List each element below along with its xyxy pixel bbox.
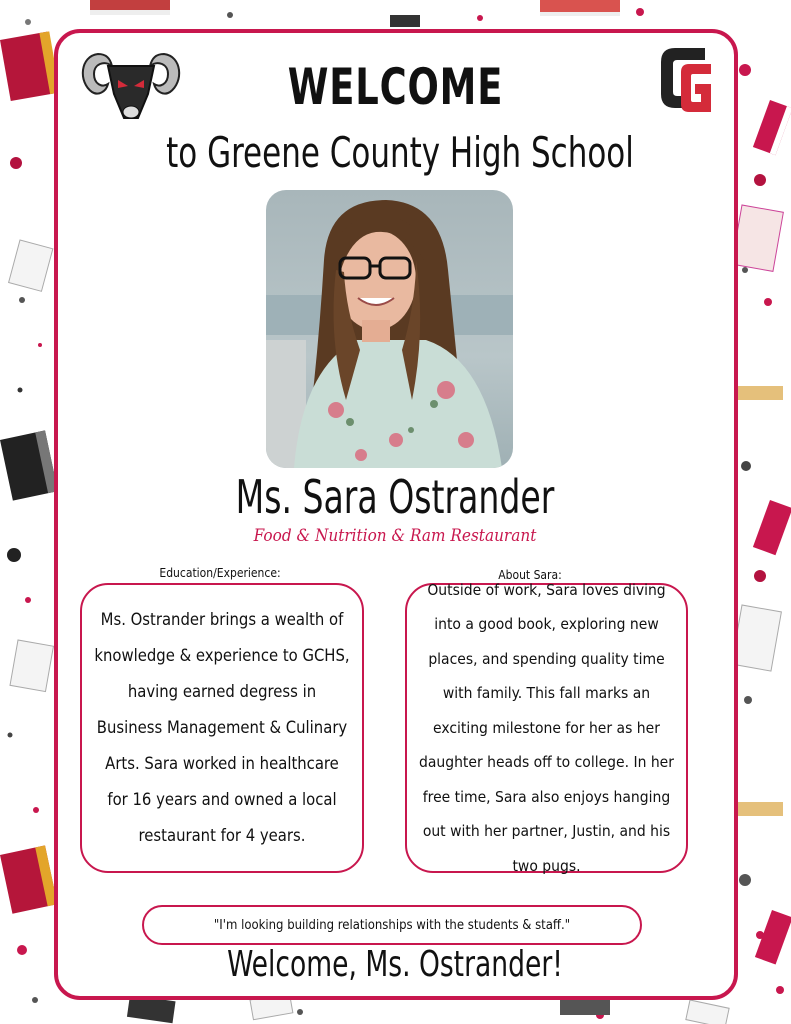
school-title: to Greene County High School	[166, 128, 634, 177]
about-label: About Sara:	[498, 568, 562, 582]
education-text: Ms. Ostrander brings a wealth of knowledge & experience to GCHS, having earned degress in Business Management & Culinary Arts. Sara worked in healthcare for 16 years and owned a local restaurant for 4 years.	[94, 610, 350, 845]
education-box	[80, 583, 364, 873]
education-label: Education/Experience:	[159, 566, 281, 580]
closing-message: Welcome, Ms. Ostrander!	[227, 944, 563, 985]
teacher-role: Food & Nutrition & Ram Restaurant	[253, 526, 537, 546]
portrait-illustration	[266, 190, 513, 468]
welcome-title: WELCOME	[287, 58, 504, 116]
quote-text: "I'm looking building relationships with the students & staff."	[213, 917, 571, 933]
ram-mascot-logo	[78, 44, 184, 126]
teacher-photo	[266, 190, 513, 468]
about-box	[405, 580, 688, 875]
gc-logo	[655, 40, 717, 120]
quote-box	[142, 905, 642, 945]
about-text: Outside of work, Sara loves diving into a good book, exploring new places, and spending quality time with family. This fall marks an exciting milestone for her as her daughter heads off to college. In her free time, Sara also enjoys hanging out with her partner, Justin, and his two pugs.	[419, 580, 674, 875]
teacher-name: Ms. Sara Ostrander	[235, 470, 555, 524]
